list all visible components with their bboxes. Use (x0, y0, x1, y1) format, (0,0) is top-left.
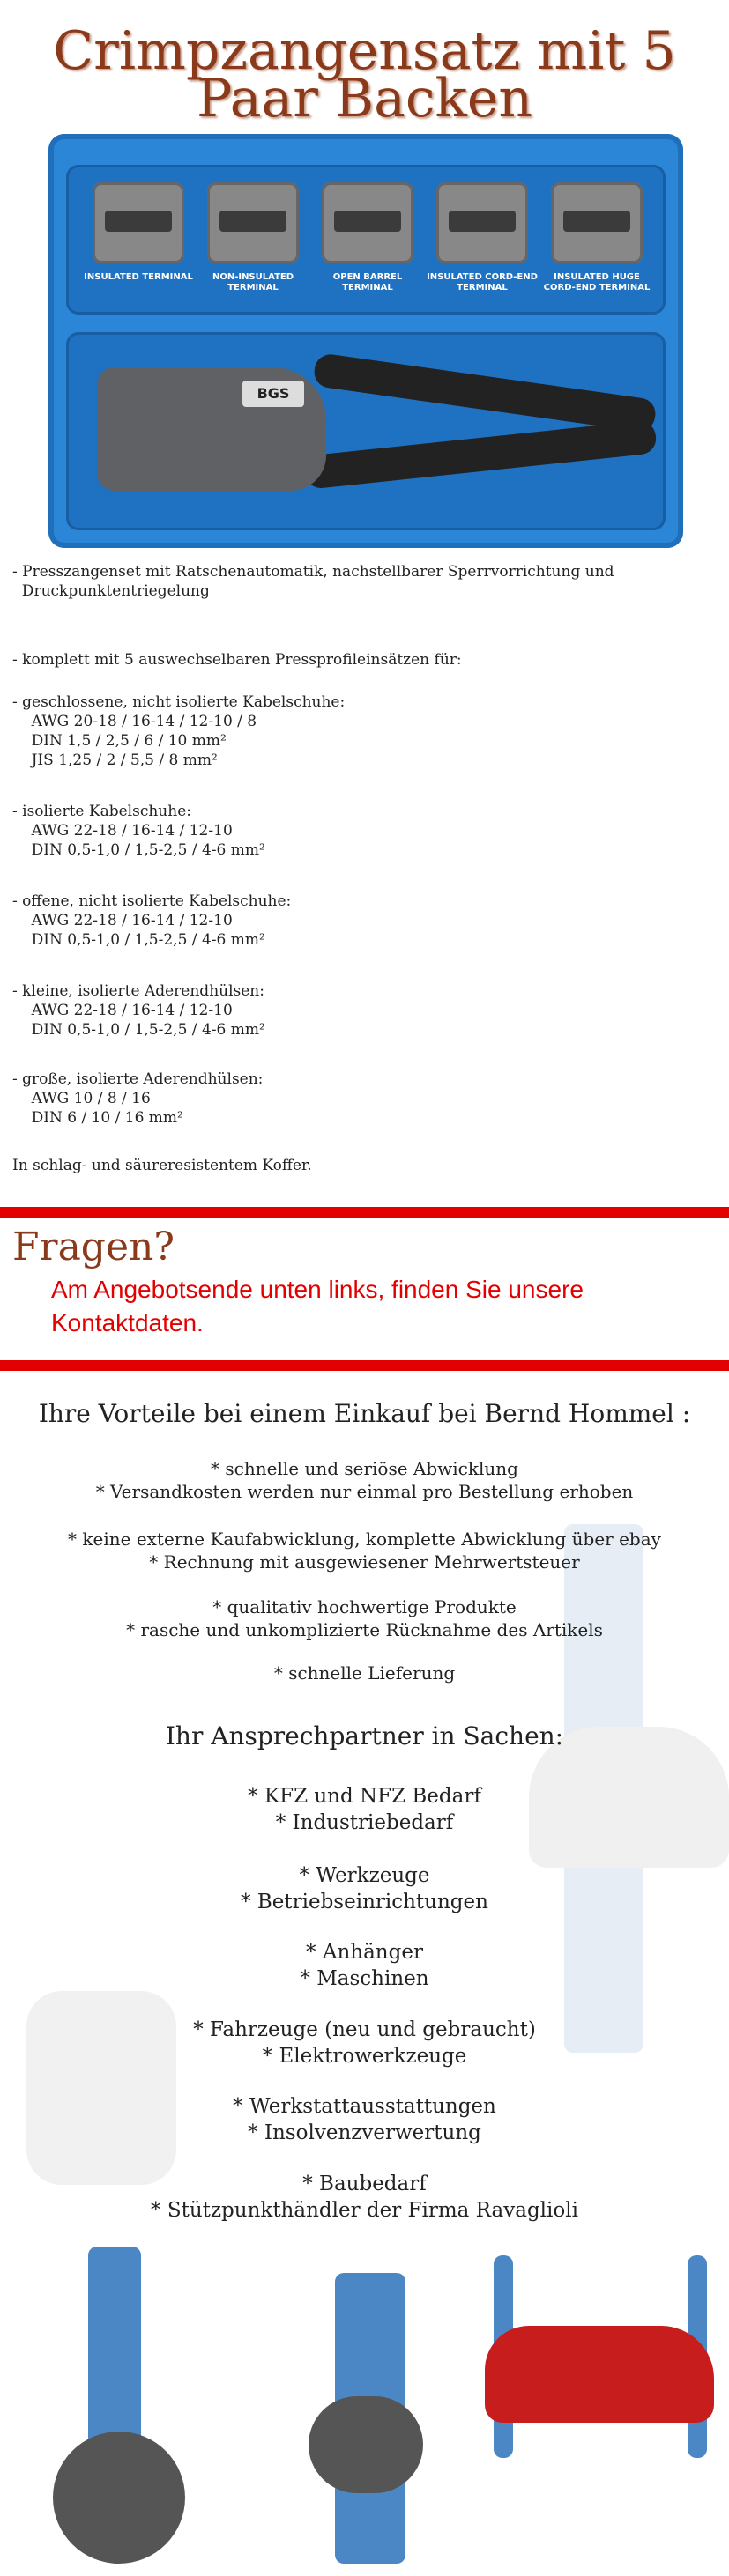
ansprechpartner-heading: Ihr Ansprechpartner in Sachen: (165, 1721, 564, 1751)
crimp-die-1 (93, 182, 184, 263)
page-title-line-1: Crimpzangensatz mit 5 (53, 20, 676, 82)
plier-tray (66, 332, 666, 530)
divider-red-bottom (0, 1360, 729, 1371)
partner-item-6: * Maschinen (300, 1967, 429, 1990)
desc-paragraph-5: - offene, nicht isolierte Kabelschuhe: AWG 22-18 / 16-14 / 12-10 DIN 0,5-1,0 / 1,5-2,5 / 4-6 mm² (12, 892, 292, 949)
brand-logo: BGS (242, 381, 304, 407)
crimp-die-3 (322, 182, 413, 263)
tire-changer-photo-1 (35, 2247, 212, 2572)
vorteil-item-2: * Versandkosten werden nur einmal pro Bestellung erhoben (95, 1481, 634, 1502)
crimp-die-5 (551, 182, 643, 263)
page-title-line-2: Paar Backen (197, 68, 532, 130)
desc-paragraph-2: - komplett mit 5 auswechselbaren Pressprofileinsätzen für: (12, 651, 462, 669)
desc-paragraph-8: In schlag- und säureresistentem Koffer. (12, 1157, 312, 1174)
fragen-heading: Fragen? (12, 1225, 175, 1269)
car-lift-photo (476, 2255, 723, 2476)
partner-item-10: * Insolvenzverwertung (248, 2121, 481, 2144)
vorteil-item-6: * rasche und unkomplizierte Rücknahme des Artikels (126, 1619, 603, 1640)
partner-item-7: * Fahrzeuge (neu und gebraucht) (193, 2018, 536, 2041)
die-label-5: INSULATED HUGE CORD-END TERMINAL (543, 272, 651, 292)
vorteil-item-7: * schnelle Lieferung (273, 1662, 456, 1684)
partner-item-4: * Betriebseinrichtungen (241, 1891, 488, 1913)
die-label-4: INSULATED CORD-END TERMINAL (427, 272, 538, 292)
die-label-1: INSULATED TERMINAL (84, 272, 193, 282)
partner-item-1: * KFZ und NFZ Bedarf (248, 1785, 481, 1808)
vorteil-item-3: * keine externe Kaufabwicklung, komplette Abwicklung über ebay (68, 1529, 661, 1550)
partner-item-8: * Elektrowerkzeuge (262, 2045, 467, 2068)
product-image (48, 134, 683, 548)
divider-red-top (0, 1207, 729, 1218)
die-label-2: NON-INSULATED TERMINAL (212, 272, 294, 292)
desc-paragraph-6: - kleine, isolierte Aderendhülsen: AWG 22-18 / 16-14 / 12-10 DIN 0,5-1,0 / 1,5-2,5 / 4-6 mm² (12, 982, 265, 1039)
die-tray (66, 165, 666, 315)
fragen-text: Am Angebotsende unten links, finden Sie unsere Kontaktdaten. (51, 1276, 584, 1336)
vorteil-item-5: * qualitativ hochwertige Produkte (212, 1596, 517, 1617)
desc-paragraph-7: - große, isolierte Aderendhülsen: AWG 10 / 8 / 16 DIN 6 / 10 / 16 mm² (12, 1070, 264, 1127)
crimp-die-2 (207, 182, 299, 263)
vorteil-item-4: * Rechnung mit ausgewiesener Mehrwertsteuer (149, 1551, 580, 1573)
die-label-3: OPEN BARREL TERMINAL (332, 272, 403, 292)
tire-changer-photo-2 (282, 2247, 458, 2572)
partner-item-9: * Werkstattausstattungen (233, 2095, 496, 2118)
partner-item-3: * Werkzeuge (299, 1864, 430, 1887)
partner-item-5: * Anhänger (306, 1941, 423, 1964)
vorteile-heading: Ihre Vorteile bei einem Einkauf bei Bernd Hommel : (38, 1399, 691, 1428)
partner-item-2: * Industriebedarf (275, 1811, 454, 1834)
desc-paragraph-1: - Presszangenset mit Ratschenautomatik, nachstellbarer Sperrvorrichtung und Druckpunktentriegelung (12, 563, 614, 600)
partner-item-11: * Baubedarf (302, 2173, 427, 2195)
partner-item-12: * Stützpunkthändler der Firma Ravaglioli (151, 2199, 578, 2222)
vorteil-item-1: * schnelle und seriöse Abwicklung (211, 1458, 518, 1479)
plier-handle-upper (312, 352, 657, 433)
crimp-die-4 (436, 182, 528, 263)
plier-handle-lower (303, 419, 658, 490)
desc-paragraph-3: - geschlossene, nicht isolierte Kabelschuhe: AWG 20-18 / 16-14 / 12-10 / 8 DIN 1,5 / 2,5 / 6 / 10 mm² JIS 1,25 / 2 / 5,5 / 8 mm² (12, 693, 346, 769)
desc-paragraph-4: - isolierte Kabelschuhe: AWG 22-18 / 16-14 / 12-10 DIN 0,5-1,0 / 1,5-2,5 / 4-6 mm² (12, 803, 265, 859)
